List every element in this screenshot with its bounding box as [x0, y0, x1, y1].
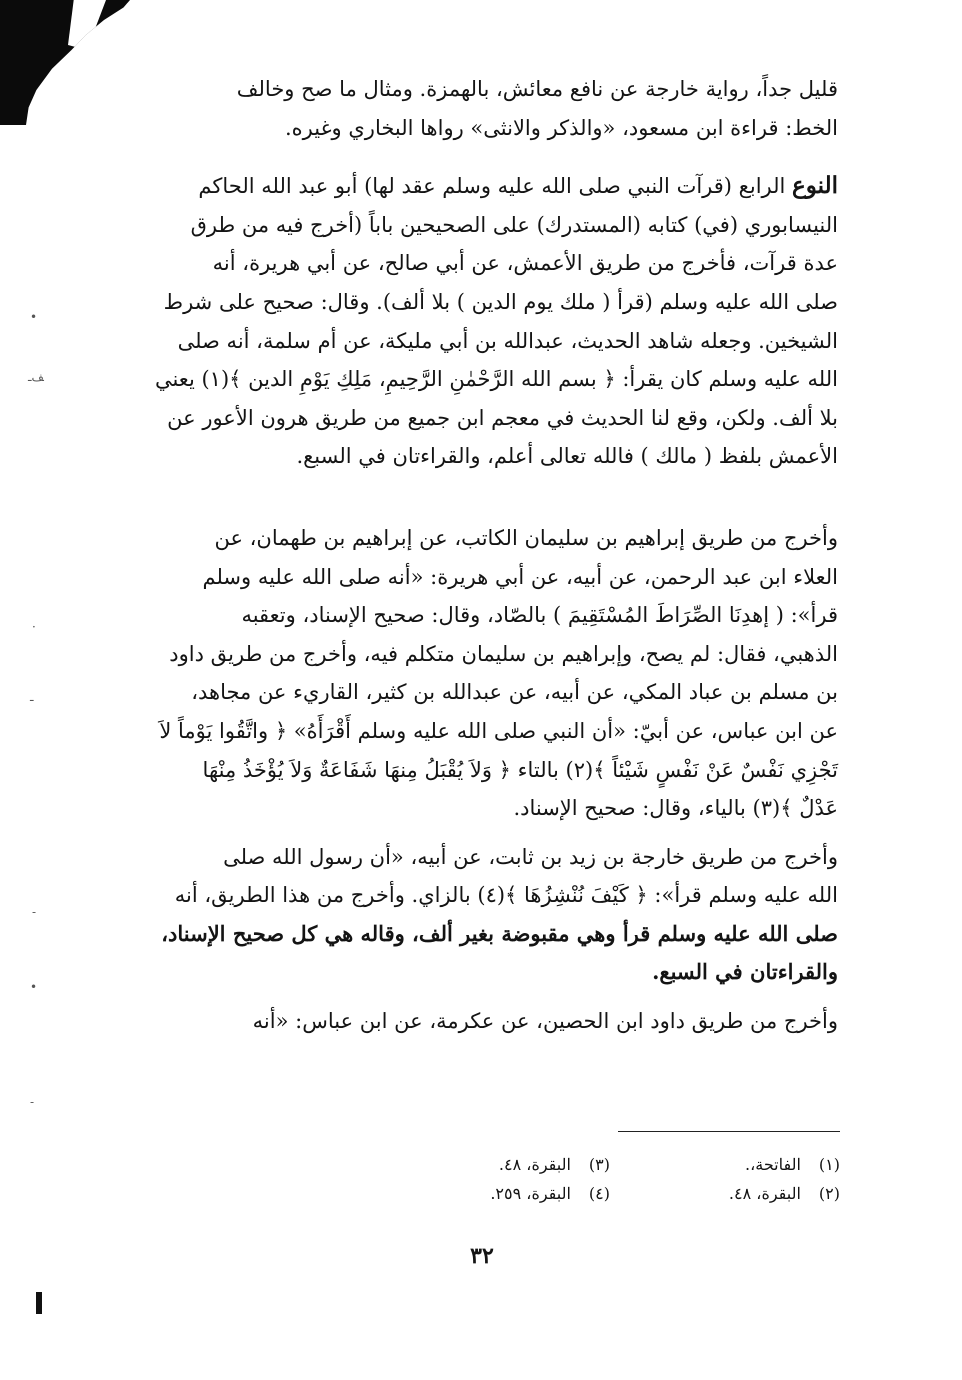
- page-number: ٣٢: [470, 1243, 494, 1269]
- margin-mark: ـ: [30, 690, 34, 704]
- footnote-text: البقرة، ٢٥٩.: [490, 1184, 571, 1203]
- scan-edge-mark: [36, 1292, 42, 1314]
- line: عَدْلٌ ﴾(٣) بالياء، وقال: صحيح الإسناد.: [513, 796, 838, 821]
- footnote-text: الفاتحة،.: [745, 1155, 801, 1174]
- footnote-item: [380, 1179, 610, 1208]
- page-body: [138, 70, 838, 1041]
- line: عدة قرآت، فأخرج من طريق الأعمش، عن أبي صالح، عن أبي هريرة، أنه: [212, 251, 838, 276]
- section-lead-word: النوع: [792, 172, 838, 200]
- footnote-text: البقرة، ٤٨.: [498, 1155, 571, 1174]
- footnote-column-left: [380, 1150, 610, 1208]
- line: الرابع (قرآت النبي صلى الله عليه وسلم عقد لها) أبو عبد الله الحاكم: [198, 174, 786, 199]
- line: قرأ»: ( إهدِنَا الصِّرَاطَ المُسْتَقِيمَ ) بالصّاد، وقال: صحيح الإسناد، وتعقبه: [241, 603, 838, 628]
- line: وأخرج من طريق خارجة بن زيد بن ثابت، عن أبيه، «أن رسول الله صلى: [223, 844, 838, 869]
- margin-mark: •: [30, 980, 38, 994]
- paragraph-2: [138, 167, 838, 476]
- margin-mark: -: [30, 1095, 35, 1109]
- footnote-number: (٣): [588, 1155, 610, 1174]
- paragraph-1: [138, 70, 838, 147]
- line: بلا ألف. ولكن، وقع لنا الحديث في معجم ابن جميع من طريق هرون الأعور عن: [167, 405, 838, 430]
- footnote-item: [610, 1150, 840, 1179]
- line: صلى الله عليه وسلم (قرأ ( ملك يوم الدين ) بلا ألف). وقال: صحيح على شرط: [163, 289, 838, 314]
- paragraph-3: [138, 519, 838, 828]
- margin-mark: •: [30, 310, 38, 324]
- paragraph-5: [138, 1002, 838, 1041]
- footnote-number: (١): [818, 1155, 840, 1174]
- footnote-number: (٢): [818, 1184, 840, 1203]
- line: صلى الله عليه وسلم قرأ وهي مقبوضة بغير ألف، وقاله هي كل صحيح الإسناد،: [161, 920, 838, 946]
- line: وأخرج من طريق إبراهيم بن سليمان الكاتب، عن إبراهيم بن طهمان، عن: [214, 525, 838, 550]
- line: الأعمش بلفظ ( مالك ) فالله تعالى أعلم، والقراءتان في السبع.: [296, 444, 838, 469]
- margin-mark: ـ‎ف: [28, 370, 44, 384]
- paragraph-4: [138, 838, 838, 992]
- line: الله عليه وسلم قرأ»: ﴿ كَيْفَ نُنْشِزُهَا ﴾(٤) بالزاي. وأخرج من هذا الطريق، أنه: [174, 883, 838, 908]
- margin-mark: -: [32, 905, 37, 919]
- footnote-item: [380, 1150, 610, 1179]
- line: الذهبي، فقال: لم يصح، وإبراهيم بن سليمان متكلم فيه، وأخرج من طريق داود: [169, 641, 838, 666]
- footnote-number: (٤): [588, 1184, 610, 1203]
- scan-corner-shadow: [0, 0, 130, 125]
- line: الخط: قراءة ابن مسعود، «والذكر والانثى» رواها البخاري وغيره.: [284, 115, 838, 140]
- line: تَجْزِي نَفْسٌ عَنْ نَفْسٍ شَيْئاً ﴾(٢) بالتاء ﴿ وَلاَ يُقْبَلُ مِنهَا شَفَاعَةٌ وَلاَ يُؤْخَذُ مِنْهَا: [202, 757, 838, 782]
- line: العلاء ابن عبد الرحمن، عن أبيه، عن أبي هريرة: «أنه صلى الله عليه وسلم: [202, 564, 838, 589]
- line: قليل جداً، رواية خارجة عن نافع معائش، بالهمزة. ومثال ما صح وخالف: [236, 77, 838, 101]
- line: الشيخين. وجعله شاهد الحديث، عبدالله بن أبي مليكة، عن أم سلمة، أنه صلى: [177, 328, 838, 353]
- footnote-separator: [618, 1131, 840, 1132]
- line: والقراءتان في السبع.: [652, 959, 838, 985]
- footnote-item: [610, 1179, 840, 1208]
- line: الله عليه وسلم كان يقرأ: ﴿ بسم الله الرَّحْمٰنِ الرَّحِيمِ، مَلِكِ يَوْمِ الدين ﴾(١) يعني: [154, 367, 838, 392]
- margin-mark: ·: [32, 620, 36, 634]
- line: بن مسلم بن عباد المكي، عن أبيه، عن عبدالله بن كثير، القاريء عن مجاهد،: [191, 680, 838, 705]
- footnote-text: البقرة، ٤٨.: [728, 1184, 801, 1203]
- line: وأخرج من طريق داود ابن الحصين، عن عكرمة، عن ابن عباس: «أنه: [252, 1009, 838, 1034]
- line: النيسابوري (في) كتابه (المستدرك) على الصحيحين باباً (أخرج فيه من طرق: [190, 212, 838, 237]
- footnote-column-right: [610, 1150, 840, 1208]
- line: عن ابن عباس، عن أبيّ: «أن النبي صلى الله عليه وسلم أَقْرَأَهُ» ﴿ واتَّقُوا يَوْماً لاَ: [159, 718, 838, 743]
